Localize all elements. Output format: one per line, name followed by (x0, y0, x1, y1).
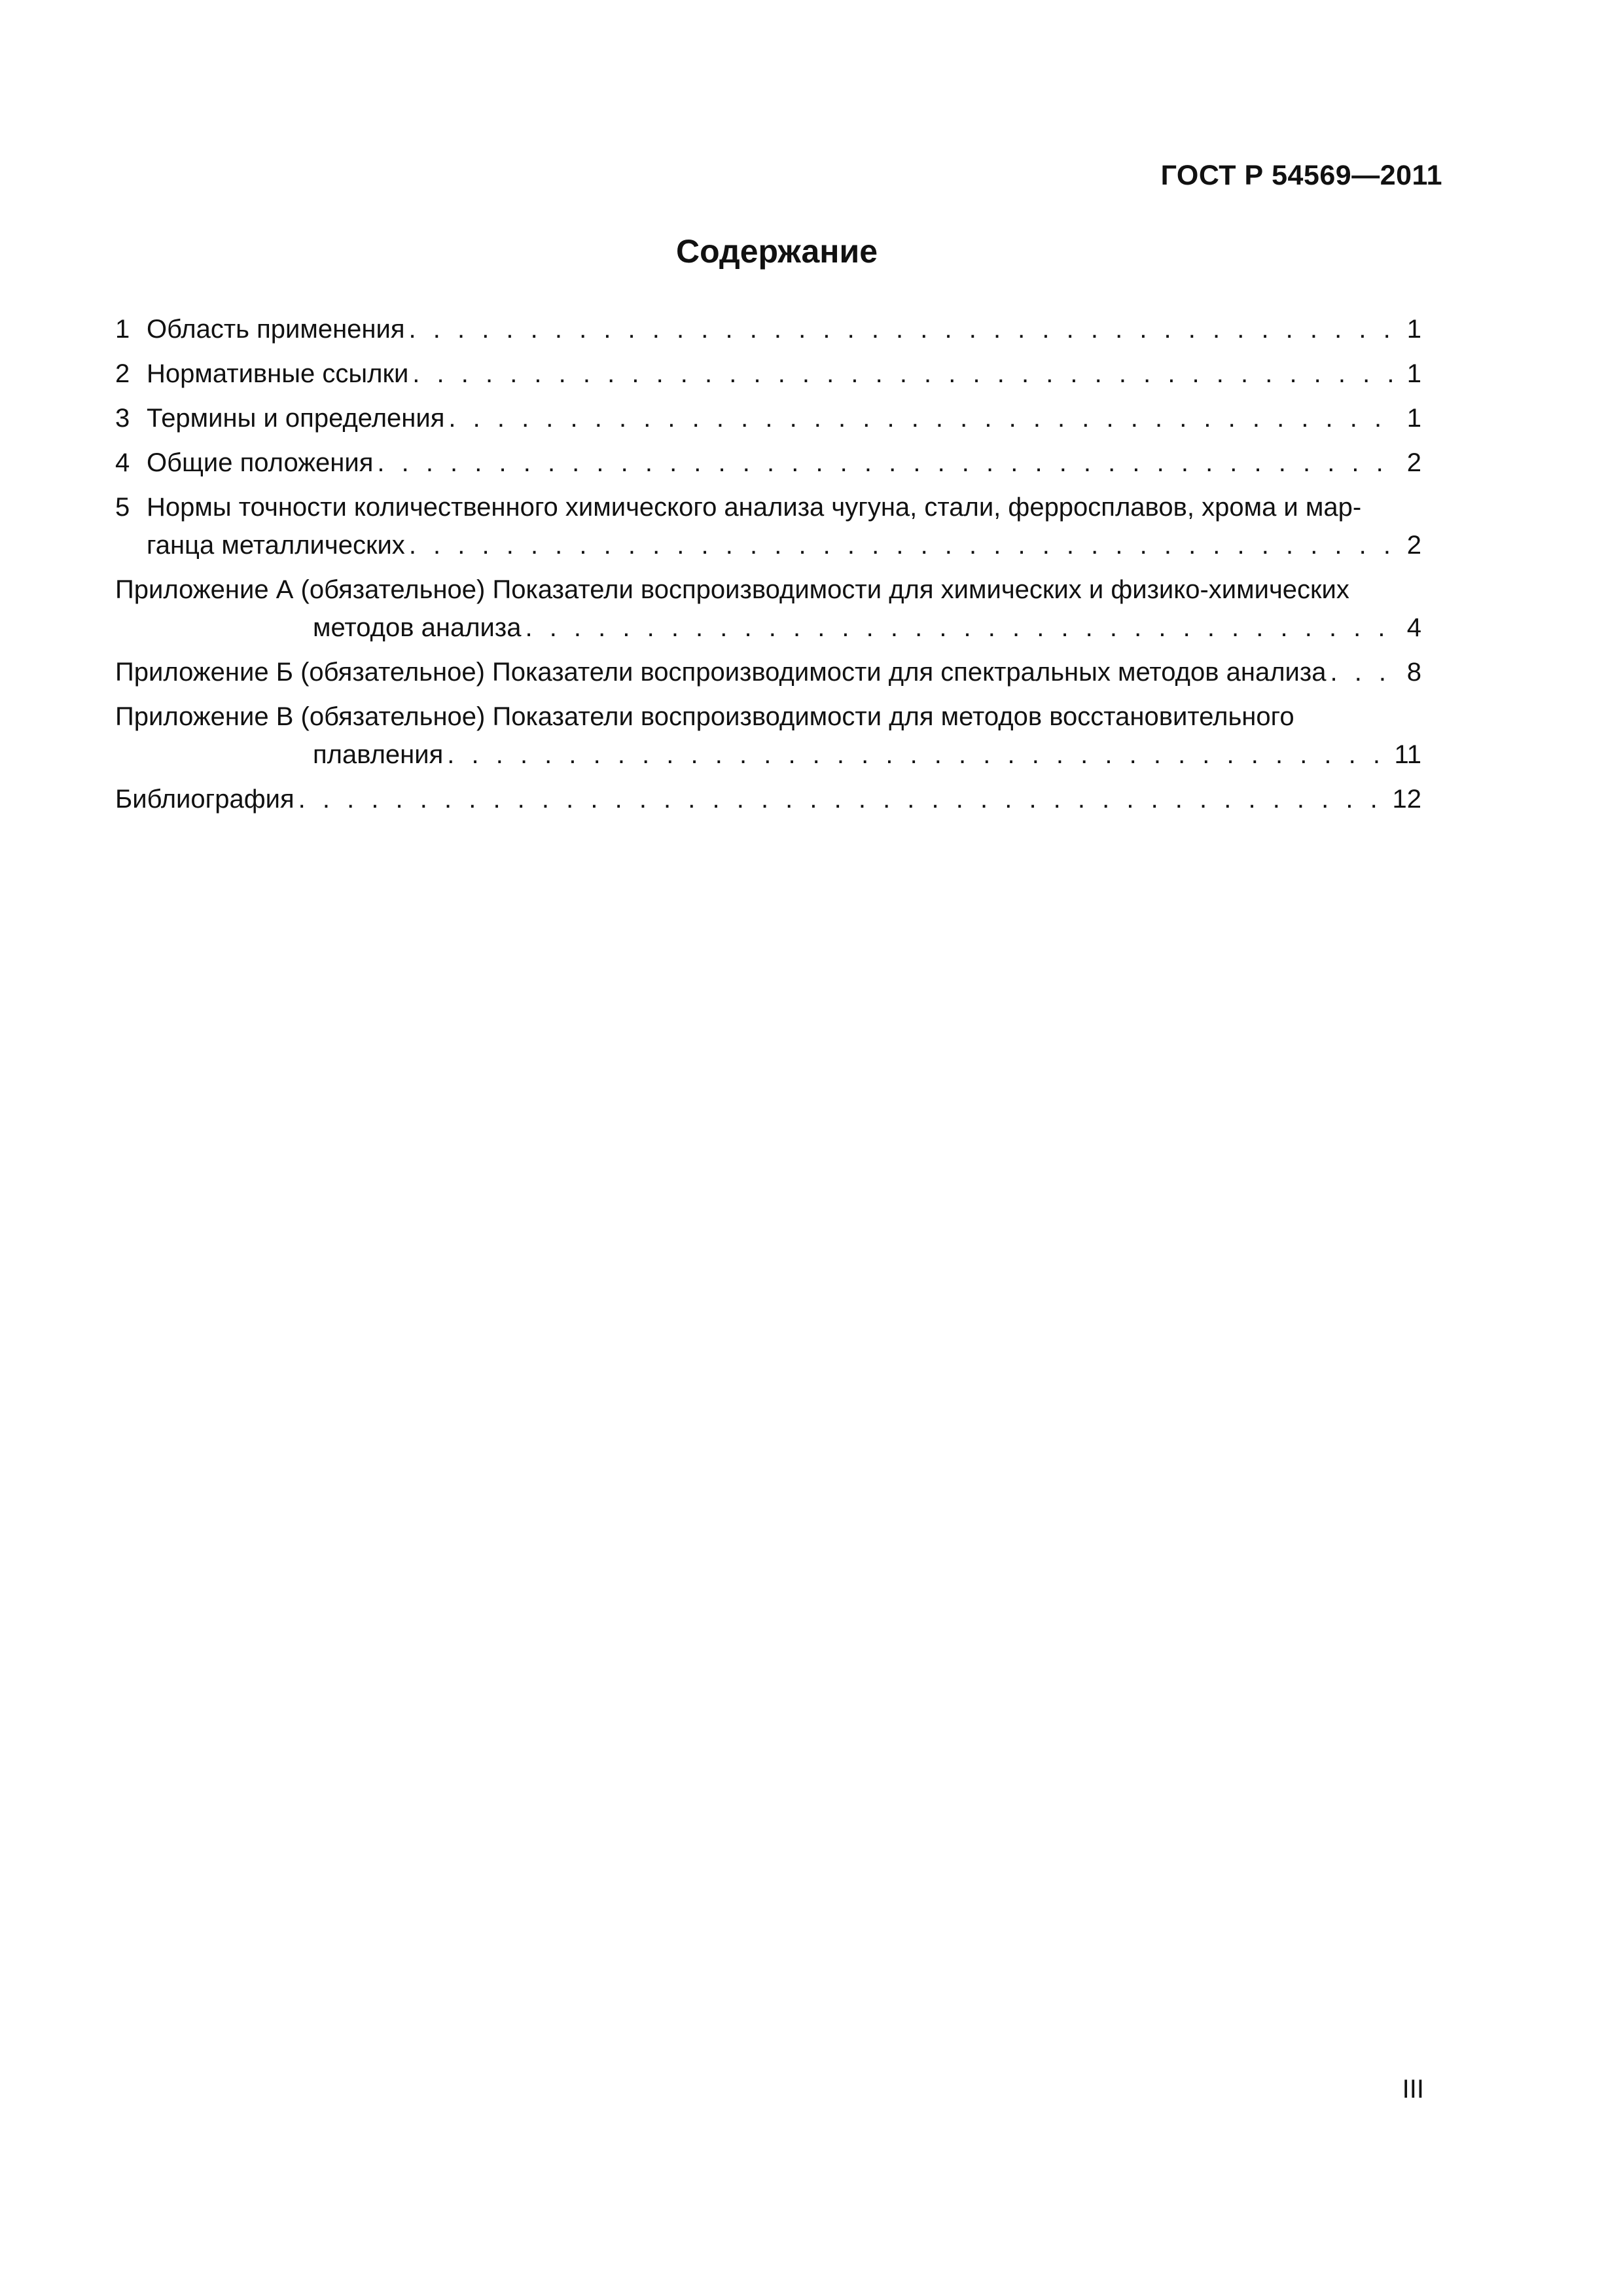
leader-dots (377, 444, 1400, 482)
leader-dots (412, 355, 1400, 393)
leader-dots (409, 310, 1400, 348)
toc-entry-text: Общие положения (147, 448, 374, 477)
toc-entry-text: Термины и определения (147, 404, 445, 433)
table-of-contents (115, 310, 1421, 825)
toc-entry-page: 12 (1392, 785, 1421, 814)
toc-entry-page: 11 (1394, 740, 1421, 769)
toc-entry-number: 5 (115, 493, 130, 522)
toc-entry-number: 1 (115, 315, 130, 344)
toc-entry-page: 1 (1406, 404, 1421, 433)
toc-entry-number: 3 (115, 404, 130, 433)
toc-entry-5[interactable] (115, 488, 1421, 564)
toc-entry-page: 2 (1406, 531, 1421, 560)
toc-entry-text-line1: Приложение В (обязательное) Показатели воспроизводимости для методов восстановительного (115, 702, 1294, 731)
toc-entry-3[interactable] (115, 399, 1421, 437)
leader-dots (1330, 653, 1400, 691)
toc-entry-page: 4 (1406, 613, 1421, 642)
toc-entry-text: Область применения (147, 315, 405, 344)
toc-entry-text: Приложение Б (обязательное) Показатели воспроизводимости для спектральных методов анализа (115, 658, 1327, 687)
document-id: ГОСТ Р 54569—2011 (1160, 160, 1442, 191)
toc-entry-page: 1 (1406, 359, 1421, 388)
toc-entry-number: 2 (115, 359, 130, 388)
toc-entry-appendix-v[interactable] (115, 698, 1421, 774)
leader-dots (409, 526, 1400, 564)
toc-title: Содержание (675, 233, 878, 270)
toc-entry-text-line1: Приложение А (обязательное) Показатели воспроизводимости для химических и физико-химических (115, 575, 1349, 604)
toc-entry-bibliography[interactable] (115, 780, 1421, 818)
toc-entry-page: 8 (1406, 658, 1421, 687)
page-number: III (1402, 2075, 1424, 2104)
toc-entry-text: Библиография (115, 785, 294, 814)
toc-entry-text-line1: Нормы точности количественного химического анализа чугуна, стали, ферросплавов, хрома и мар- (147, 493, 1362, 522)
leader-dots (298, 780, 1387, 818)
leader-dots (447, 736, 1389, 774)
toc-entry-page: 1 (1406, 315, 1421, 344)
toc-entry-text-line2: плавления (313, 740, 444, 769)
toc-entry-4[interactable] (115, 444, 1421, 482)
leader-dots (448, 399, 1400, 437)
toc-entry-appendix-b[interactable] (115, 653, 1421, 691)
toc-entry-page: 2 (1406, 448, 1421, 477)
toc-entry-text: Нормативные ссылки (147, 359, 409, 388)
toc-entry-number: 4 (115, 448, 130, 477)
toc-entry-1[interactable] (115, 310, 1421, 348)
toc-entry-appendix-a[interactable] (115, 571, 1421, 647)
leader-dots (525, 609, 1400, 647)
toc-entry-2[interactable] (115, 355, 1421, 393)
toc-entry-text-line2: ганца металлических (147, 531, 405, 560)
toc-entry-text-line2: методов анализа (313, 613, 522, 642)
